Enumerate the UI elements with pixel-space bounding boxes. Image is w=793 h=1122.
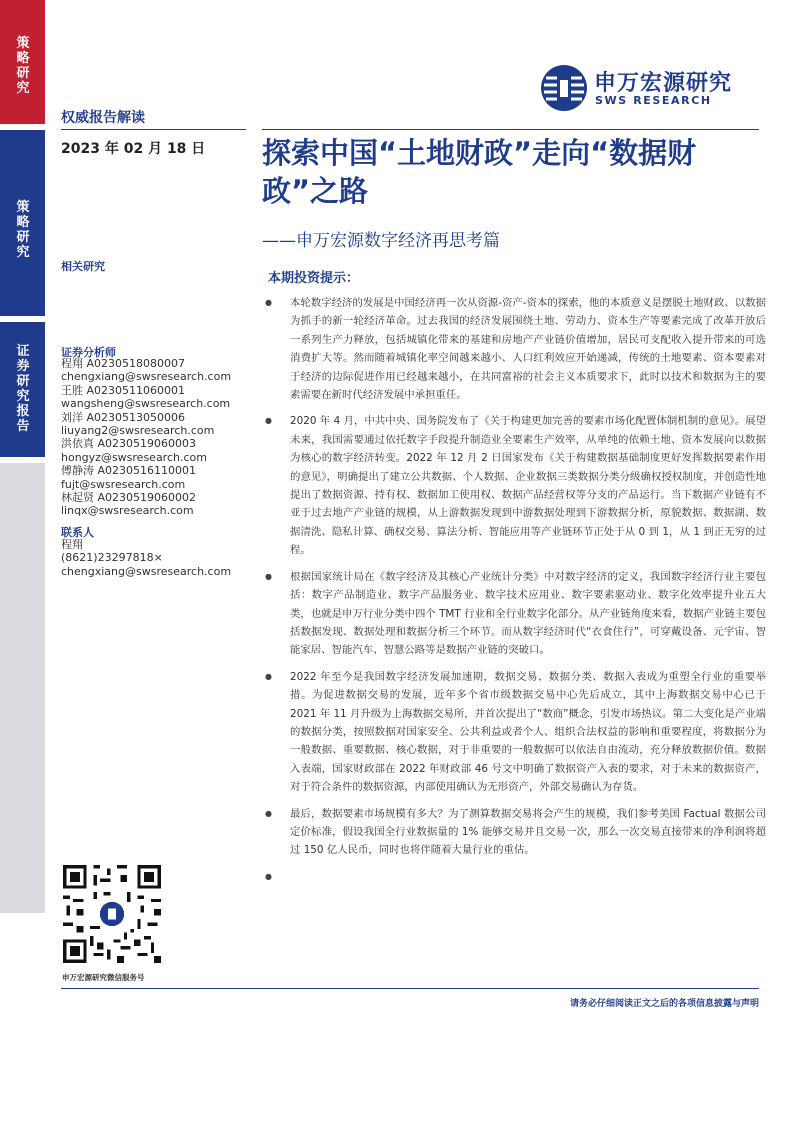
analyst-email[interactable]: linqx@swsresearch.com (61, 504, 194, 518)
list-item: ● 最后，数据要素市场规模有多大？为了测算数据交易将会产生的规模，我们参考美国 Factual 数据公司定价标准，假设我国全行业数据量的 1% 能够交易并且交易一次，那么一次交易直接带来的净利润将超过 150 亿人民币，同时也将伴随着大量行业的重估。 (262, 805, 766, 860)
analyst-line: 傅静涛 A0230516110001 (61, 464, 197, 478)
sidebar-strip-label-2: 策略研究 (16, 200, 30, 260)
analyst-line: 程翔 A0230518080007 (61, 357, 186, 370)
brand-name-cn: 申万宏源研究 (594, 71, 733, 96)
analyst-email[interactable]: liuyang2@swsresearch.com (61, 424, 215, 438)
contact-phone: (8621)23297818× (61, 551, 163, 565)
sidebar-strip-blue-1 (0, 130, 45, 316)
list-item: ● 2020 年 4 月，中共中央、国务院发布了《关于构建更加完善的要素市场化配置体制机制的意见》。展望未来，我国需要通过依托数字手段提升制造业全要素生产效率，从单纯的依赖土地、资本发展向以数据为核心的数字经济转变。2022 年 12 月 2 日国家发布《关于构建数据基础制度更好发挥数据要素作用的意见》，明确提出了建立公共数据、个人数据、企业数据三类数据分类分级确权授权制度，并创造性地提出了数据资源、持有权、数据加工使用权、数据产品经营权等分支的产品运行。当下数据产业链有不亚于过去地产产业链的规模，从上游数据发现到中游数据处理到下游数据分析，原貌数据、数据湖、数据清洗、隐私计算、确权交易、算法分析、智能应用等产业链环节正处于从 0 到 1，从 1 到正无穷的过程。 (262, 412, 766, 559)
brand-logo (540, 64, 752, 112)
analyst-line: 刘洋 A0230513050006 (61, 410, 186, 424)
contact-email[interactable]: chengxiang@swsresearch.com (61, 564, 232, 578)
related-research-label: 相关研究 (61, 260, 105, 273)
list-item (262, 868, 766, 886)
disclaimer-text: 请务必仔细阅读正文之后的各项信息披露与声明 (569, 999, 759, 1009)
contact-name: 程翔 (61, 538, 83, 551)
brand-logo-icon (540, 64, 588, 112)
analysts-label: 证券分析师 (61, 346, 116, 359)
analyst-email[interactable]: fujt@swsresearch.com (61, 477, 186, 491)
analyst-email[interactable]: hongyz@swsresearch.com (61, 450, 207, 464)
report-title: 探索中国“土地财政”走向“数据财政”之路 (262, 136, 697, 208)
investment-tips-list (262, 294, 766, 886)
report-subtitle: ——申万宏源数字经济再思考篇 (262, 231, 500, 251)
investment-tips-heading: 本期投资提示： (268, 271, 360, 286)
sidebar-strip-gray (0, 463, 45, 913)
contact-info (61, 538, 251, 578)
analyst-line: 洪依真 A0230519060003 (61, 437, 197, 451)
analyst-line: 王胜 A0230511060001 (61, 383, 186, 397)
contact-label: 联系人 (61, 526, 94, 539)
report-date: 2023 年 02 月 18 日 (61, 141, 206, 157)
analyst-email[interactable]: chengxiang@swsresearch.com (61, 370, 232, 384)
sidebar-strip-red (0, 0, 45, 124)
qr-caption: 申万宏源研究微信服务号 (62, 973, 145, 982)
analyst-line: 林起贤 A0230519060002 (61, 491, 197, 505)
sidebar-strip-blue-2 (0, 322, 45, 457)
wechat-qr-code (63, 865, 161, 963)
header-divider-left (61, 129, 246, 130)
list-item: ● 本轮数字经济的发展是中国经济再一次从资源-资产-资本的探索，他的本质意义是摆脱土地财政、以数据为抓手的新一轮经济革命。过去我国的经济发展围绕土地、劳动力、资本生产等要素完成了改革开放后一系列生产力释放，包括城镇化带来的基建和房地产产业链价值增加，居民可支配收入提升带来的可选消费扩大等。然而随着城镇化率空间越来越小、人口红利效应开始递减，传统的土地要素、资本要素对于经济的边际促进作用已经越来越小，在共同富裕的社会主义本质要求下，此时以技术和数据为主的要素需要在新时代经济发展中承担重任。 (262, 294, 766, 404)
analysts-list (61, 357, 251, 518)
report-category: 权威报告解读 (61, 110, 145, 126)
footer-divider (61, 988, 759, 989)
brand-name-en: SWS RESEARCH (595, 94, 712, 107)
header-divider-main (262, 129, 759, 130)
sidebar-strip-label-3: 证券研究报告 (16, 344, 30, 434)
list-item: ● 2022 年至今是我国数字经济发展加速期，数据交易、数据分类、数据入表成为重塑全行业的重要举措。为促进数据交易的发展，近年多个省市级数据交易中心先后成立，其中上海数据交易中心已于 2021 年 11 月升级为上海数据交易所，并首次提出了“数商”概念，引发市场热议。第二大变化是产业端的数据分类，按照数据对国家安全、公共利益或者个人、组织合法权益的影响和重要程度，将数据分为一般数据、重要数据、核心数据，对于非重要的一般数据可以依法自由流动，充分释放数据价值。数据入表端，国家财政部在 2022 年财政部 46 号文中明确了数据资产入表的要求，对于未来的数据资产，对于符合条件的数据资源，内部使用确认为无形资产，外部交易确认为存货。 (262, 668, 766, 797)
sidebar-strip-label-1: 策略研究 (16, 36, 30, 96)
list-item: ● 根据国家统计局在《数字经济及其核心产业统计分类》中对数字经济的定义，我国数字经济行业主要包括：数字产品制造业、数字产品服务业、数字技术应用业、数字要素驱动业、数字化效率提升业五大类，也就是申万行业分类中四个 TMT 行业和全行业数字化部分。从产业链角度来看，数据产业链主要包括数据发现、数据处理和数据分析三个环节。而从数字经济时代“衣食住行”，可穿戴设备、元宇宙、智能家居、智能汽车、智慧公路等是数据产业链的突破口。 (262, 568, 766, 660)
analyst-email[interactable]: wangsheng@swsresearch.com (61, 397, 231, 411)
